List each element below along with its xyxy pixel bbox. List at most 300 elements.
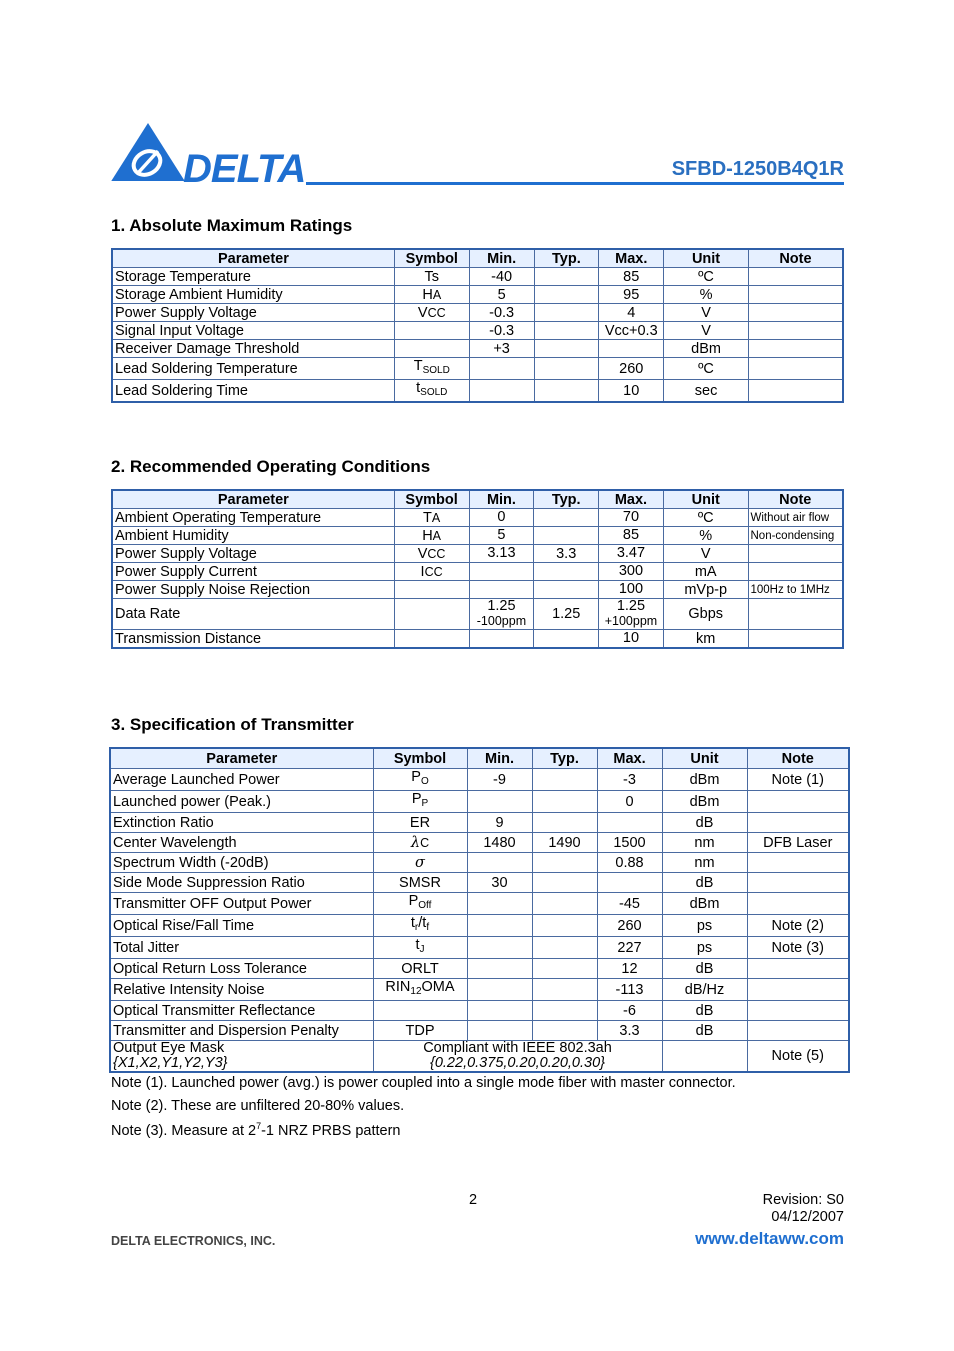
symbol-cell [394, 630, 469, 649]
unit-cell: ºC [664, 268, 749, 286]
note-cell [748, 340, 843, 358]
max-cell: 10 [599, 380, 664, 403]
typ-cell [532, 1001, 597, 1021]
note-1: Note (1). Launched power (avg.) is power coupled into a single mode fiber with master connector. [111, 1075, 736, 1091]
website-link[interactable]: www.deltaww.com [695, 1229, 844, 1248]
symbol-subscript: Off [418, 900, 432, 911]
max-cell: 3.3 [597, 1021, 662, 1041]
note-cell [747, 813, 849, 833]
parameter-cell: Average Launched Power [110, 769, 373, 791]
col-typ: Typ. [534, 249, 599, 268]
table-row [110, 853, 849, 873]
min-cell [467, 937, 532, 959]
revision-date: 04/12/2007 [771, 1209, 844, 1225]
symbol-cell [373, 893, 467, 915]
max-cell [599, 599, 664, 630]
typ-cell [534, 304, 599, 322]
parameter-cell: Lead Soldering Time [112, 380, 394, 403]
symbol-cell [394, 527, 469, 545]
symbol: T [413, 358, 423, 374]
unit-cell: nm [662, 833, 747, 853]
symbol-cell [373, 873, 467, 893]
symbol: P [411, 791, 422, 807]
eye-mask-parameter-cell [110, 1041, 373, 1073]
max-cell: 260 [599, 358, 664, 380]
symbol: T [423, 509, 432, 526]
typ-cell [534, 268, 599, 286]
min-cell: -9 [467, 769, 532, 791]
min-cell [469, 563, 534, 581]
min-value: 3.13 [487, 545, 516, 561]
page-number: 2 [469, 1192, 478, 1208]
symbol: V [417, 545, 428, 562]
col-max: Max. [599, 249, 664, 268]
symbol: P [408, 893, 419, 909]
min-cell: 1480 [467, 833, 532, 853]
parameter-cell: Receiver Damage Threshold [112, 340, 394, 358]
col-min: Min. [469, 249, 534, 268]
section-title-operating-conditions: 2. Recommended Operating Conditions [111, 457, 431, 476]
parameter-cell: Transmitter and Dispersion Penalty [110, 1021, 373, 1041]
note-cell: 100Hz to 1MHz [748, 581, 843, 599]
symbol-cell [394, 380, 469, 403]
table-row [112, 599, 843, 630]
parameter-cell: Ambient Operating Temperature [112, 509, 394, 527]
table-row [110, 833, 849, 853]
max-cell: 1500 [597, 833, 662, 853]
min-cell: -0.3 [469, 304, 534, 322]
table-row-eye-mask [110, 1041, 849, 1073]
section-title-transmitter: 3. Specification of Transmitter [111, 715, 354, 734]
section-title-absolute-max: 1. Absolute Maximum Ratings [111, 216, 353, 235]
symbol: I [420, 563, 425, 580]
min-cell [469, 527, 534, 545]
min-cell [467, 791, 532, 813]
max-tolerance: +100ppm [604, 614, 658, 628]
min-cell: 9 [467, 813, 532, 833]
unit-cell: nm [662, 853, 747, 873]
unit-cell: mVp-p [663, 581, 748, 599]
max-cell: 0 [597, 791, 662, 813]
unit-cell: dBm [664, 340, 749, 358]
symbol-cell [373, 1001, 467, 1021]
max-value: 100 [618, 581, 644, 597]
min-cell [469, 599, 534, 630]
max-value: 3.47 [616, 545, 646, 561]
note-cell [748, 563, 843, 581]
table-row [110, 1001, 849, 1021]
col-unit: Unit [663, 490, 748, 509]
symbol-subscript: SOLD [422, 365, 450, 376]
min-cell [469, 581, 534, 599]
table-row [112, 304, 843, 322]
col-parameter: Parameter [112, 490, 394, 509]
parameter-cell: Signal Input Voltage [112, 322, 394, 340]
symbol: λ [410, 834, 421, 851]
note-2: Note (2). These are unfiltered 20-80% values. [111, 1098, 405, 1114]
table-header-row [112, 249, 843, 268]
parameter-cell: Storage Temperature [112, 268, 394, 286]
symbol-subscript: CC [427, 546, 446, 561]
table-row [110, 813, 849, 833]
typ-cell: 1490 [532, 833, 597, 853]
unit-cell: V [664, 304, 749, 322]
recommended-operating-conditions-table [111, 489, 844, 649]
symbol: ER [409, 814, 431, 831]
parameter-cell: Total Jitter [110, 937, 373, 959]
max-cell: -45 [597, 893, 662, 915]
typ-cell [532, 853, 597, 873]
typ-cell: 1.25 [534, 599, 599, 630]
symbol-cell [373, 979, 467, 1001]
document-code: SFBD-1250B4Q1R [671, 158, 844, 180]
min-cell [467, 979, 532, 1001]
max-cell: 85 [599, 268, 664, 286]
col-note: Note [748, 490, 843, 509]
unit-cell: V [664, 322, 749, 340]
note-cell [747, 873, 849, 893]
table-row [110, 769, 849, 791]
unit-cell: dB [662, 813, 747, 833]
typ-cell [532, 1021, 597, 1041]
min-value: 1.25 [487, 598, 516, 614]
eye-mask-unit-cell [662, 1041, 747, 1073]
symbol-cell [373, 1021, 467, 1041]
symbol: H [422, 527, 433, 544]
table-row [112, 286, 843, 304]
min-cell [467, 853, 532, 873]
symbol-cell [373, 853, 467, 873]
parameter-cell: Extinction Ratio [110, 813, 373, 833]
col-symbol: Symbol [394, 249, 469, 268]
col-parameter: Parameter [112, 249, 394, 268]
table-row [112, 358, 843, 380]
symbol-subscript: f [426, 922, 430, 933]
typ-cell [532, 769, 597, 791]
max-cell: 260 [597, 915, 662, 937]
typ-cell [532, 937, 597, 959]
symbol-cell [394, 304, 469, 322]
note-cell [747, 959, 849, 979]
typ-cell [532, 915, 597, 937]
symbol-subscript: A [431, 510, 441, 525]
table-header-row [112, 490, 843, 509]
table-row [112, 509, 843, 527]
typ-cell [534, 563, 599, 581]
parameter-cell: Power Supply Voltage [112, 545, 394, 563]
max-cell: 95 [599, 286, 664, 304]
min-cell: 5 [469, 286, 534, 304]
unit-cell: sec [664, 380, 749, 403]
max-cell: -3 [597, 769, 662, 791]
note-cell: Without air flow [748, 509, 843, 527]
max-cell [599, 563, 664, 581]
max-value: 1.25 [616, 598, 646, 614]
parameter-cell: Lead Soldering Temperature [112, 358, 394, 380]
min-cell [467, 959, 532, 979]
symbol: ORLT [401, 960, 439, 977]
eye-mask-note: Note (5) [747, 1041, 849, 1073]
table-row [110, 937, 849, 959]
symbol-cell [394, 509, 469, 527]
symbol-cell [373, 769, 467, 791]
parameter-cell: Optical Transmitter Reflectance [110, 1001, 373, 1021]
unit-cell: V [663, 545, 748, 563]
symbol: Ts [424, 268, 440, 285]
symbol-cell [394, 268, 469, 286]
typ-cell [534, 630, 599, 649]
typ-cell [532, 959, 597, 979]
note-cell [748, 304, 843, 322]
col-max: Max. [599, 490, 664, 509]
symbol-subscript: C [420, 835, 430, 850]
max-cell [599, 630, 664, 649]
symbol: t [415, 937, 420, 953]
col-min: Min. [467, 748, 532, 769]
note-cell [747, 1001, 849, 1021]
min-cell [469, 380, 534, 403]
symbol-subscript: P [421, 798, 429, 809]
symbol-subscript: A [432, 528, 442, 543]
delta-logo [110, 123, 305, 185]
symbol-cell [373, 937, 467, 959]
header-rule [306, 182, 844, 185]
table-row [112, 545, 843, 563]
symbol-subscript: J [419, 944, 425, 955]
parameter-cell: Data Rate [112, 599, 394, 630]
symbol: t [416, 380, 421, 396]
table-row [110, 1021, 849, 1041]
note-cell [747, 791, 849, 813]
min-cell [467, 893, 532, 915]
symbol-subscript: A [432, 287, 442, 302]
max-value: 10 [622, 630, 640, 646]
max-cell [599, 527, 664, 545]
max-value: 70 [622, 509, 640, 525]
col-unit: Unit [662, 748, 747, 769]
note-3 [111, 1121, 401, 1139]
typ-cell [534, 380, 599, 403]
typ-cell [532, 873, 597, 893]
note-cell [748, 380, 843, 403]
unit-cell: ps [662, 937, 747, 959]
symbol-cell [394, 358, 469, 380]
note-cell [748, 268, 843, 286]
company-name: DELTA ELECTRONICS, INC. [111, 1234, 276, 1248]
col-note: Note [748, 249, 843, 268]
parameter-cell: Relative Intensity Noise [110, 979, 373, 1001]
unit-cell: dBm [662, 769, 747, 791]
eye-mask-parameter-set: {X1,X2,Y1,Y2,Y3} [113, 1055, 228, 1071]
typ-cell [534, 340, 599, 358]
max-cell: -6 [597, 1001, 662, 1021]
logo-text: DELTA [183, 147, 305, 185]
typ-cell [534, 358, 599, 380]
unit-cell: dB [662, 1021, 747, 1041]
parameter-cell: Transmission Distance [112, 630, 394, 649]
col-symbol: Symbol [373, 748, 467, 769]
table-row [110, 915, 849, 937]
table-row [110, 873, 849, 893]
symbol-separator: /t [418, 915, 427, 931]
symbol-subscript: O [420, 776, 429, 787]
min-cell: -0.3 [469, 322, 534, 340]
symbol-cell [373, 813, 467, 833]
symbol-tail: OMA [421, 979, 455, 995]
symbol-cell [394, 581, 469, 599]
eye-mask-values: {0.22,0.375,0.20,0.20,0.30} [430, 1055, 605, 1071]
note-cell: Note (3) [747, 937, 849, 959]
max-cell [599, 340, 664, 358]
max-cell [599, 581, 664, 599]
col-symbol: Symbol [394, 490, 469, 509]
min-cell [467, 1001, 532, 1021]
unit-cell: dB [662, 959, 747, 979]
typ-cell [532, 791, 597, 813]
note-3-tail: -1 NRZ PRBS pattern [261, 1123, 401, 1139]
parameter-cell: Ambient Humidity [112, 527, 394, 545]
table-row [112, 340, 843, 358]
table-row [112, 527, 843, 545]
symbol: t [410, 915, 415, 931]
max-cell [597, 873, 662, 893]
symbol: P [411, 769, 421, 785]
parameter-cell: Power Supply Current [112, 563, 394, 581]
max-cell: 0.88 [597, 853, 662, 873]
note-cell: Non-condensing [748, 527, 843, 545]
symbol-subscript: 12 [410, 986, 422, 997]
absolute-maximum-ratings-table [111, 248, 844, 403]
symbol-subscript: r [414, 922, 419, 933]
typ-cell [534, 509, 599, 527]
max-cell [597, 813, 662, 833]
symbol-subscript: CC [424, 564, 443, 579]
max-cell: 227 [597, 937, 662, 959]
revision-label: Revision: S0 [762, 1192, 844, 1208]
unit-cell: km [663, 630, 748, 649]
unit-cell: dBm [662, 791, 747, 813]
min-cell [469, 509, 534, 527]
unit-cell: ºC [664, 358, 749, 380]
max-cell: 4 [599, 304, 664, 322]
note-cell [748, 322, 843, 340]
unit-cell: dB [662, 873, 747, 893]
col-parameter: Parameter [110, 748, 373, 769]
parameter-cell: Storage Ambient Humidity [112, 286, 394, 304]
table-row [112, 630, 843, 649]
unit-cell: dBm [662, 893, 747, 915]
min-cell [469, 630, 534, 649]
min-cell [469, 545, 534, 563]
unit-cell: dB [662, 1001, 747, 1021]
symbol-subscript: CC [427, 305, 446, 320]
unit-cell: ps [662, 915, 747, 937]
note-cell [748, 358, 843, 380]
col-min: Min. [469, 490, 534, 509]
min-cell: 30 [467, 873, 532, 893]
note-cell [748, 599, 843, 630]
symbol-cell [373, 959, 467, 979]
table-row [112, 380, 843, 403]
unit-cell: % [664, 286, 749, 304]
parameter-cell: Optical Rise/Fall Time [110, 915, 373, 937]
col-note: Note [747, 748, 849, 769]
revision-block [763, 1192, 844, 1226]
symbol-cell [394, 286, 469, 304]
transmitter-specification-table [109, 747, 850, 1073]
eye-mask-spec-cell [373, 1041, 662, 1073]
parameter-cell: Launched power (Peak.) [110, 791, 373, 813]
col-max: Max. [597, 748, 662, 769]
col-unit: Unit [664, 249, 749, 268]
symbol: TDP [405, 1022, 435, 1039]
note-cell: Note (2) [747, 915, 849, 937]
parameter-cell: Side Mode Suppression Ratio [110, 873, 373, 893]
note-3-exponent: 7 [256, 1121, 262, 1131]
symbol-cell [394, 322, 469, 340]
symbol-cell [394, 599, 469, 630]
min-value: 5 [497, 527, 506, 543]
parameter-cell: Power Supply Noise Rejection [112, 581, 394, 599]
min-cell [467, 1021, 532, 1041]
min-cell [467, 915, 532, 937]
symbol-cell [373, 791, 467, 813]
note-cell [748, 630, 843, 649]
table-header-row [110, 748, 849, 769]
typ-cell [534, 527, 599, 545]
table-row [110, 979, 849, 1001]
unit-cell: % [663, 527, 748, 545]
note-3-text: Note (3). Measure at 2 [111, 1123, 257, 1139]
max-cell [599, 545, 664, 563]
max-cell: Vcc+0.3 [599, 322, 664, 340]
table-row [110, 893, 849, 915]
table-row [112, 581, 843, 599]
parameter-cell: Optical Return Loss Tolerance [110, 959, 373, 979]
symbol-cell [394, 340, 469, 358]
min-cell: +3 [469, 340, 534, 358]
note-cell: Note (1) [747, 769, 849, 791]
parameter-cell: Transmitter OFF Output Power [110, 893, 373, 915]
max-cell [599, 509, 664, 527]
typ-cell [532, 979, 597, 1001]
table-row [112, 268, 843, 286]
symbol-cell [373, 915, 467, 937]
typ-cell [532, 893, 597, 915]
typ-cell: 3.3 [534, 545, 599, 563]
symbol-cell [373, 833, 467, 853]
symbol: σ [415, 854, 425, 871]
note-cell [747, 853, 849, 873]
note-cell [748, 545, 843, 563]
eye-mask-spec: Compliant with IEEE 802.3ah [423, 1040, 612, 1056]
parameter-cell: Center Wavelength [110, 833, 373, 853]
typ-cell [534, 286, 599, 304]
symbol: H [422, 286, 433, 303]
min-cell [469, 358, 534, 380]
symbol-cell [394, 563, 469, 581]
symbol: RIN [385, 979, 411, 995]
parameter-cell: Power Supply Voltage [112, 304, 394, 322]
note-cell [747, 1021, 849, 1041]
min-cell: -40 [469, 268, 534, 286]
max-value: 300 [618, 563, 644, 579]
symbol-subscript: SOLD [420, 387, 448, 398]
typ-cell [534, 322, 599, 340]
note-cell: DFB Laser [747, 833, 849, 853]
note-cell [747, 893, 849, 915]
eye-mask-parameter: Output Eye Mask [113, 1040, 225, 1056]
